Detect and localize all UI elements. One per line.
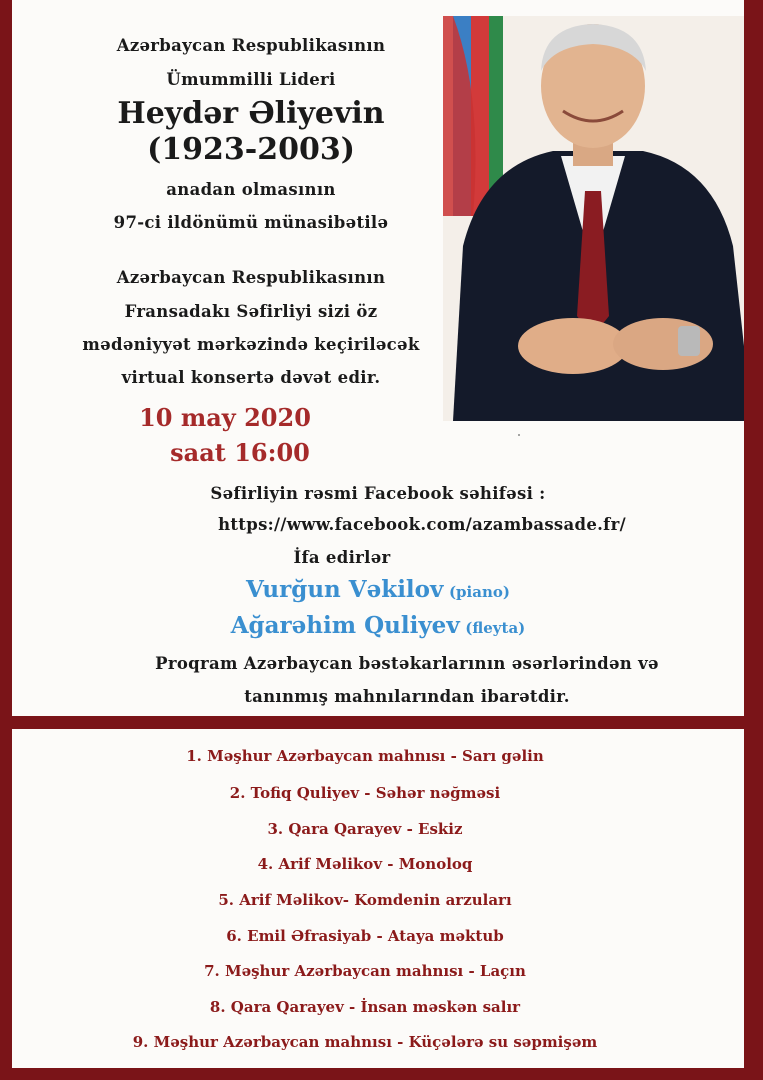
program-item-7: 7. Məşhur Azərbaycan mahnısı - Laçın: [204, 962, 526, 980]
header-line-3: anadan olmasının: [166, 180, 336, 199]
performer-1-name: Vurğun Vəkilov: [246, 576, 444, 603]
program-item-3: 3. Qara Qarayev - Eskiz: [267, 820, 463, 838]
performer-2-instrument: (fleyta): [465, 619, 526, 637]
program-intro-line-1: Proqram Azərbaycan bəstəkarlarının əsərlərindən və: [155, 654, 659, 673]
leader-name: Heydər Əliyevin: [117, 96, 385, 131]
performer-1-instrument: (piano): [448, 583, 510, 601]
program-item-2: 2. Tofiq Quliyev - Səhər nəğməsi: [229, 784, 501, 802]
event-date: 10 may 2020: [139, 403, 311, 432]
invitation-line-3: mədəniyyət mərkəzində keçiriləcək: [82, 335, 420, 354]
invitation-line-2: Fransadakı Səfirliyi sizi öz: [124, 302, 378, 321]
program-item-5: 5. Arif Məlikov- Komdenin arzuları: [218, 891, 512, 909]
program-item-9: 9. Məşhur Azərbaycan mahnısı - Küçələrə su səpmişəm: [132, 1033, 598, 1051]
invitation-line-4: virtual konsertə dəvət edir.: [121, 368, 381, 387]
facebook-label: Səfirliyin rəsmi Facebook səhifəsi :: [210, 484, 546, 503]
header-line-2: Ümummilli Lideri: [166, 70, 336, 89]
performer-2: [12, 612, 744, 639]
program-intro-line-2: tanınmış mahnılarından ibarətdir.: [244, 687, 570, 706]
program-item-8: 8. Qara Qarayev - İnsan məskən salır: [209, 998, 521, 1016]
leader-years: (1923-2003): [147, 132, 355, 167]
performers-heading: İfa edirlər: [293, 548, 391, 567]
event-time: saat 16:00: [170, 438, 310, 467]
facebook-url-link[interactable]: https://www.facebook.com/azambassade.fr/: [218, 515, 626, 534]
portrait-illustration: [443, 16, 744, 421]
program-item-6: 6. Emil Əfrasiyab - Ataya məktub: [226, 927, 504, 945]
invitation-line-1: Azərbaycan Respublikasının: [116, 268, 386, 287]
header-line-4: 97-ci ildönümü münasibətilə: [113, 213, 389, 232]
program-item-4: 4. Arif Məlikov - Monoloq: [257, 855, 473, 873]
header-line-1: Azərbaycan Respublikasının: [116, 36, 386, 55]
performer-1: [12, 576, 744, 603]
performer-2-name: Ağarəhim Quliyev: [230, 612, 460, 639]
decorative-dot: [518, 434, 520, 436]
program-item-1: 1. Məşhur Azərbaycan mahnısı - Sarı gəlin: [186, 747, 544, 765]
portrait-photo: [443, 16, 744, 421]
